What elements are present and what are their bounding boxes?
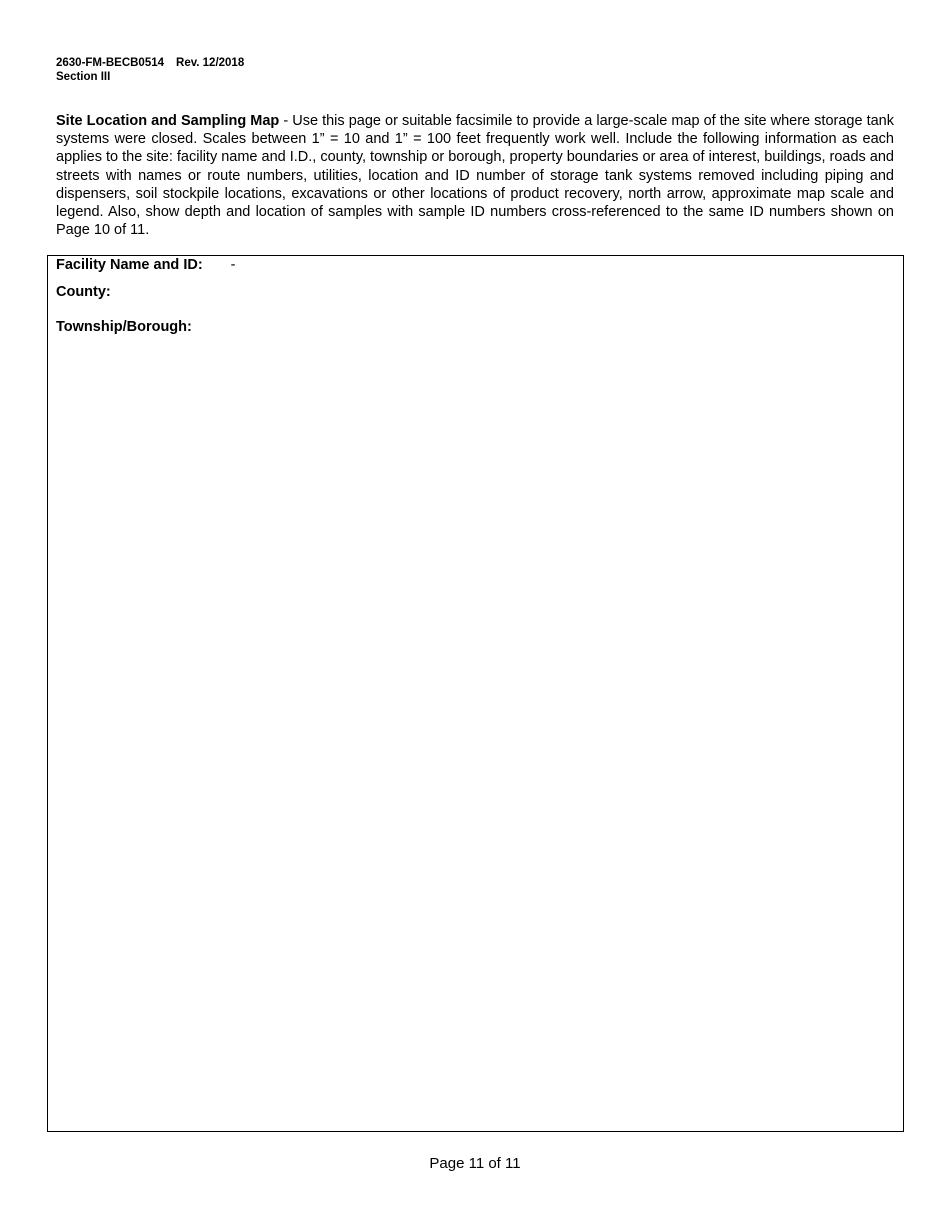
instructions-text: - Use this page or suitable facsimile to provide a large-scale map of the site where storage tank systems were closed. Scales between 1” = 10 and 1” = 100 feet frequently work well. Include the following information as each applies to the site: facility name and I.D., county, township or borough, property boundaries or area of interest, buildings, roads and streets with names or route numbers, utilities, location and ID number of storage tank systems removed including piping and dispensers, soil stockpile locations, excavations or other locations of product recovery, north arrow, approximate map scale and legend. Also, show depth and location of samples with sample ID numbers cross-referenced to the same ID numbers shown on Page 10 of 11.: [56, 113, 894, 239]
facility-name-row: [56, 257, 236, 273]
county-label: County:: [56, 284, 111, 300]
site-map-area[interactable]: [47, 255, 904, 1132]
instructions-title: Site Location and Sampling Map: [56, 113, 280, 129]
facility-name-value[interactable]: -: [230, 257, 236, 273]
document-header: [56, 56, 244, 84]
township-row: [56, 319, 192, 335]
form-number: 2630-FM-BECB0514: [56, 57, 165, 69]
form-id-line: [56, 56, 244, 70]
form-revision: Rev. 12/2018: [176, 57, 245, 69]
county-row: [56, 284, 111, 300]
township-label: Township/Borough:: [56, 319, 192, 335]
instructions-paragraph: [56, 112, 894, 239]
page-number: Page 11 of 11: [429, 1155, 521, 1172]
section-label: Section III: [56, 71, 111, 83]
facility-name-label: Facility Name and ID:: [56, 257, 203, 273]
